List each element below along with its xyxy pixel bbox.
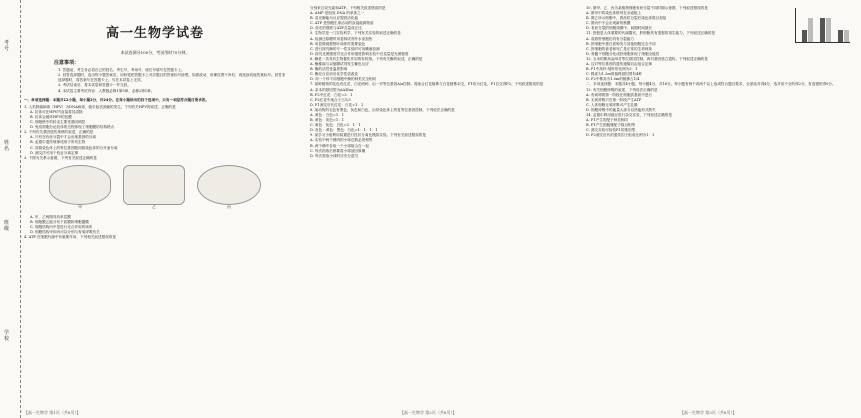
option-line: B. 细胞膜乙能分布于质膜和细胞器膜 [30,219,89,224]
question-line: A. F1产生的配子种类相同 [586,118,629,123]
question-line: D. 骨髓干细胞分化成肝细胞体现了细胞全能性 [586,51,660,56]
organelle-a-image [49,165,111,205]
question-line: B. 用显微镜观察叶绿体时需要染色 [310,41,366,46]
figure-c-label: 丙 [227,205,231,210]
question-line: C. ATP 是细胞生命活动的直接能源物质 [310,21,374,26]
question-line: B. 两个桶中各取一个小球组合在一起 [310,143,369,148]
exam-title: 高一生物学试卷 [105,26,204,41]
question-line: D. 每次抓取小球时应充分混匀 [310,153,359,158]
gutter-label-class: 班级 [4,220,10,232]
question-line: 13. 有关细胞呼吸的叙述，下列说法正确的是 [586,87,658,92]
footer-page-2: 【高一生物学 第2页（共6页）】 [400,410,457,415]
option-line: A. 抗体可在HPV内直接将其清除 [30,109,83,114]
option-line: B. 孟德尔遗传规律适用于所有生物 [30,140,86,145]
question-line: A. 实验中两个桶内的小球总数必须相等 [310,138,373,143]
question-line: B. 无氧呼吸只在第一阶段产生ATP [586,97,642,102]
hist-bar [826,18,831,42]
question-line: 3. 下图为关系示意图，下列有关叙述正确的是 [24,155,97,160]
question-line: 8. 某动物的毛色有黑色、灰色和白色，由常染色体上的复等位基因控制。下列说法正确的是 [310,107,455,112]
question-line: A. 检测还原糖时用斐林试剂并水浴加热 [310,36,373,41]
question-line: D. 灰色：黄色：黑色：白色=1：1：1：1 [310,128,378,133]
hist-bar [802,30,807,42]
section-1-heading: 一、单项选择题：本题共12小题，每小题2分，共24分。在每小题给出的四个选项中，只有一项是符合题目要求的。 [24,97,209,102]
question-line: C. 株高为1.2m的植株基因型有4种 [586,72,642,77]
question-line: D. F2中株高为1.0m的植株占1/4 [586,77,640,82]
option-line: A. 甲、乙两图具有单层膜 [30,214,71,219]
footer-page-1: 【高一生物学 第1页（共6页）】 [24,410,81,415]
hist-bar [820,18,825,42]
column-1 [24,6,286,406]
question-line: D. 探究光照强度对光合作用强度影响实验中自变量是光照强度 [310,51,409,56]
question-line: 9. 某学习小组利用装置进行性状分离比模拟实验。下列有关叙述错误的是 [310,133,426,138]
question-line: C. 酶在反应前后化学性质改变 [310,72,359,77]
question-line: A. 黄色：白色=1：1 [310,112,345,117]
question-line: D. F1测交后代红花：白花=1：1 [310,102,364,107]
question-line: D. 有丝分裂的细胞周期中，间期时间最长 [586,26,653,31]
option-line: D. 细胞结构甲和丙可以分别与有氧呼吸有关 [30,230,100,235]
question-line: 7. 某种植物的花色有红花、白花两种，由一对等位基因A/a控制。将纯合红花植株与白花植株杂交，F1均为红花，F1自交得F2。下列叙述错误的是 [310,82,544,87]
question-line: C. 肝细胞的衰老和死亡是正常的生命现象 [586,46,652,51]
column-3 [586,6,854,406]
notice-heading: 注意事项： [54,60,80,67]
notice-list [58,68,286,93]
chromosome-histogram [795,8,850,43]
questions-1 [24,105,286,161]
question-line: 5. 生物学是一门实验科学，下列有关实验的叙述正确的是 [310,31,401,36]
question-line: 4. ATP 在细胞代谢中有重要作用，下列相关叙述错误的是 [24,235,116,240]
question-line: C. 黄色：灰色：白色=2：1：1 [310,123,361,128]
question-line: 10. 图甲、乙、丙为某植物细胞有丝分裂不同时期示意图，下列叙述错误的是 [586,6,708,10]
organelle-figures [24,164,286,212]
column-2 [310,6,572,406]
question-line: 分别来自荧光素和ATP。下列相关叙述错误的是 [310,6,386,10]
question-line: C. F2红花中纯合子占1/3 [310,97,351,102]
question-line: 11. 肝脏是人体重要的代谢器官，肝细胞具有很强的再生能力。下列叙述正确的是 [586,31,716,36]
question-line: A. 图甲中的染色体排列在赤道板上 [586,11,642,16]
figure-c [197,165,261,210]
question-line: A. 这对等位基因的遗传遵循自由组合定律 [586,62,652,67]
question-line: D. 细胞呼吸中的能量大部分以热能形式散失 [586,107,656,112]
question-line: C. 进行探究酶的专一性实验时可用碘液检测 [310,46,380,51]
questions-1b [24,215,286,240]
question-line: B. 图乙所示细胞中，着丝粒分裂后染色体数目加倍 [586,16,667,21]
question-line: 14. 孟德尔利用豌豆进行杂交实验，下列叙述正确的是 [586,112,672,117]
question-line: C. 图丙中不会出现新的核膜 [586,21,631,26]
hist-bar [808,18,813,42]
organelle-c-image [197,165,261,205]
question-line: D. F2测交后代的遗传因子组成比例为1：1 [586,133,655,138]
notice-item: 2. 回答选择题时，选出每小题答案后，用铅笔把答题卡上对应题目的答案标号涂黑。如需改动，用橡皮擦干净后，再选涂其他答案标号。回答非选择题时，将答案写在答题卡上。写在本试卷上无效。 [58,73,286,83]
question-line: B. 黄色：灰色=1：1 [310,118,345,123]
option-line: C. 同源染色体上的等位基因随同源染色体的分开而分离 [30,145,118,150]
question-line: 6. 酶是一类具有生物催化作用的有机物。下列有关酶的叙述，正确的是 [310,56,423,61]
exam-meta: 本试卷满分100分，考试用时75分钟。 [120,50,190,55]
question-line: C. 每次抓取后都要将小球放回原桶 [310,148,366,153]
option-line: B. 抗体会破坏HPV的包膜 [30,114,72,119]
notice-item: 1. 答题前，考生务必将自己的姓名、考生号、考场号、座位号填写在答题卡上。 [58,68,185,73]
question-line: B. 肝细胞中蛋白质种类与其他细胞完全不同 [586,41,656,46]
question-line: B. F1产生的雌雄配子数目相等 [586,123,636,128]
question-line: 二、多项选择题：本题共4小题，每小题4分，共16分。每小题有两个或两个以上选项符合题目要求，全部选对得4分，选对但不全的得2分，有选错的得0分。 [586,82,836,87]
notice-item: 4. 本试卷主要考试内容：人教版必修1第5章、必修2第1章。 [58,88,155,93]
option-line: D. 测交法可用于验证分离定律 [30,150,79,155]
question-line: D. 同一个体不同细胞中酶的种类完全相同 [310,77,377,82]
gutter-label-school: 学校 [4,330,10,342]
figure-a [49,165,111,210]
option-line: D. 免疫细胞分泌抗体的过程体现了细胞膜的结构特点 [30,125,115,130]
option-line: C. 细胞核中的转录主要受基因调控 [30,120,86,125]
hist-bar [844,30,849,42]
option-line: A. 只有在有丝分裂中才会出现基因的分离 [30,135,96,140]
question-line: B. F1中高秆:矮秆的比例为3：1 [586,67,638,72]
gutter-label-id: 考号 [4,40,10,52]
figure-a-label: 甲 [78,205,82,210]
gutter-label-name: 姓名 [4,140,10,152]
question-line: C. 人体细胞无氧呼吸可产生乳酸 [586,102,638,107]
hist-bar [838,30,843,42]
figure-b [123,165,185,210]
question-line: D. 荧光的强度与ATP含量成正比 [310,26,362,31]
question-line: B. 酶的活性受温度影响 [310,67,348,72]
organelle-b-image [123,165,185,205]
option-line: C. 细胞结构丙中是进行光合作用的场所 [30,224,93,229]
question-line: A. 亲本的基因型为AA和aa [310,87,354,92]
question-line: A. 成熟肝细胞仍具有分裂能力 [586,36,635,41]
binding-gutter [0,0,21,418]
footer-page-3: 【高一生物学 第3页（共6页）】 [680,410,737,415]
question-line: A. 有氧呼吸第一阶段在细胞质基质中进行 [586,92,652,97]
question-line: A. AMP 是组成 DNA 的单体之一 [310,11,365,16]
question-line: 1. 人类肿瘤病毒（HPV）为DNA病毒，能引起宫颈癌的发生。下列有关HPV的叙述，正确的是 [24,104,176,109]
question-line: A. 酶都能与双缩脲试剂发生紫色反应 [310,62,369,67]
question-line: C. 测交实验可检验F1的基因型 [586,128,636,133]
question-line: B. F2中红花：白花=3：1 [310,92,353,97]
question-line: B. 荧光酶能为反应提供活化能 [310,16,359,21]
question-line: 2. 下列有关基因遗传规律的叙述，正确的是 [24,130,94,135]
notice-item: 3. 考试结束后，将本试卷和答题卡一并交回。 [58,83,131,88]
question-line: 12. 玉米的株高由两对等位基因控制，两对基因独立遗传。下列叙述正确的是 [586,56,708,61]
figure-b-label: 乙 [152,205,156,210]
